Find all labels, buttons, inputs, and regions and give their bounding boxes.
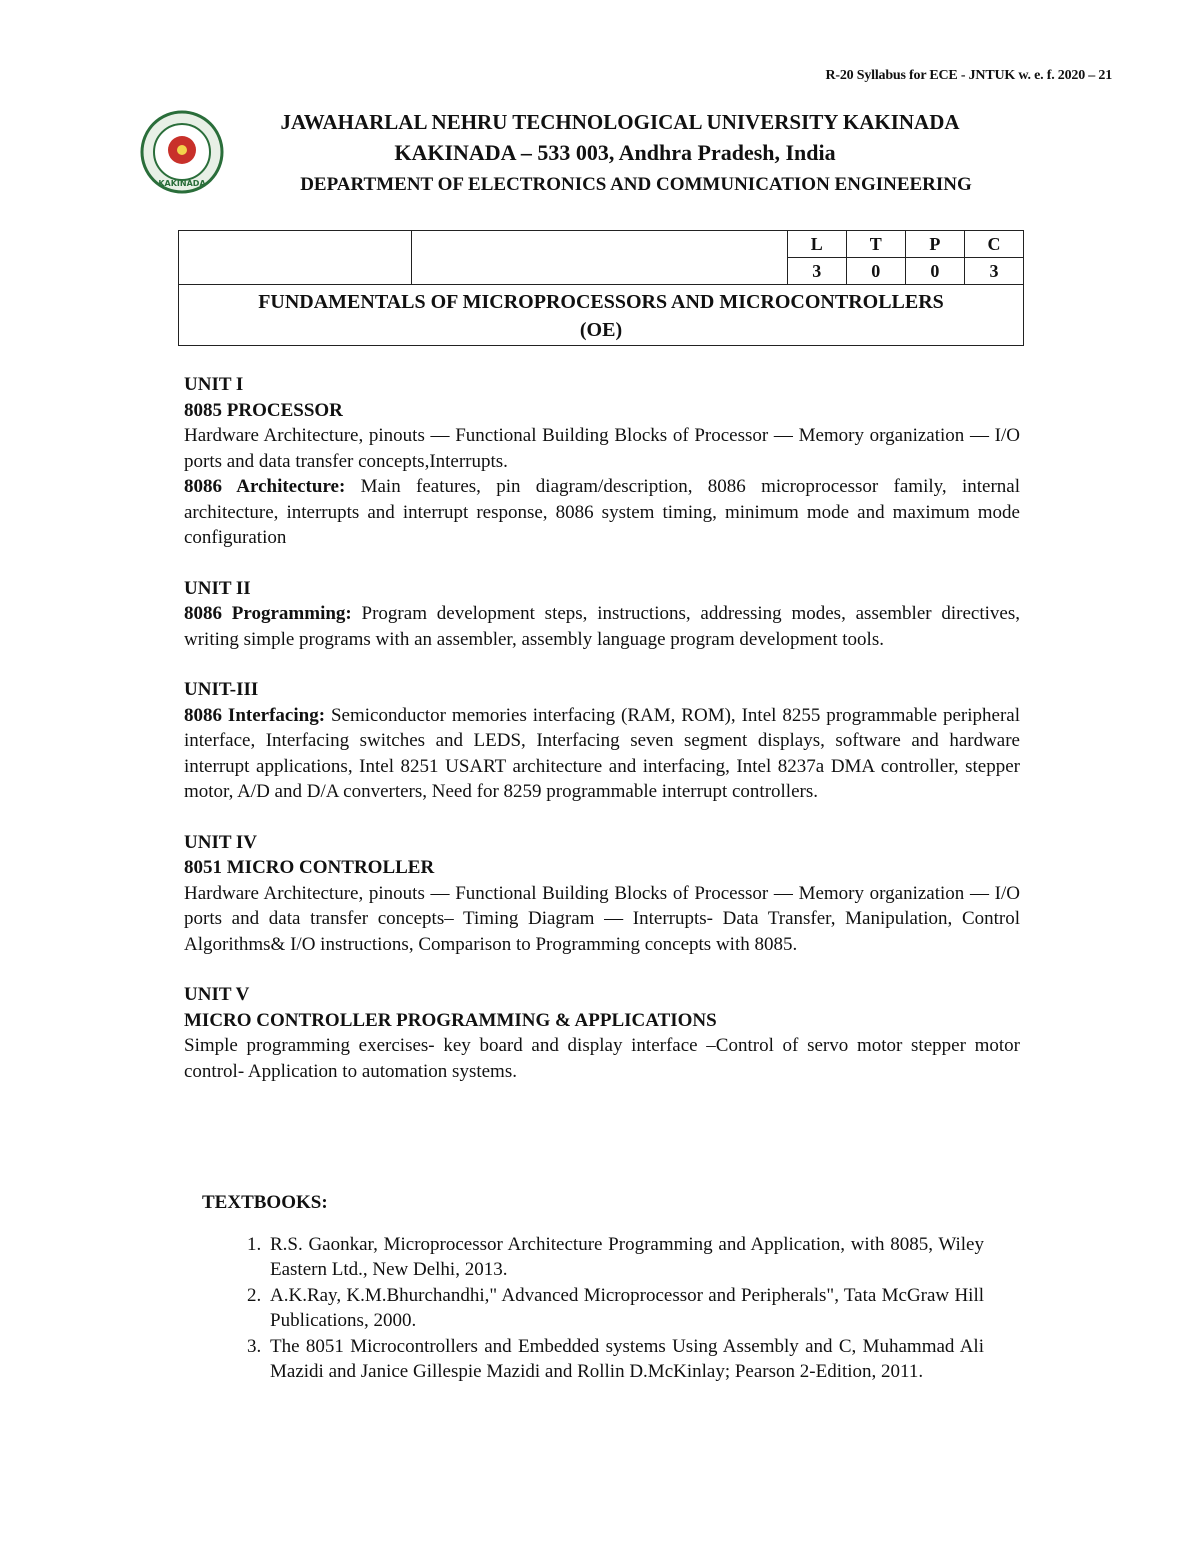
unit-1: [184, 372, 1020, 551]
unit-paragraph: [184, 601, 1020, 652]
ltpc-label-c: C: [964, 231, 1023, 258]
unit-2: [184, 576, 1020, 653]
textbook-item: 3. The 8051 Microcontrollers and Embedded systems Using Assembly and C, Muhammad Ali Mazidi and Janice Gillespie Mazidi and Rollin D.McKinlay; Pearson 2-Edition, 2011.: [266, 1334, 984, 1385]
department-name: DEPARTMENT OF ELECTRONICS AND COMMUNICATION ENGINEERING: [300, 174, 972, 195]
course-title-suffix: (OE): [579, 319, 623, 341]
unit-paragraph-lead: 8086 Architecture:: [184, 476, 346, 497]
ltpc-value-l: 3: [787, 258, 846, 285]
unit-4: [184, 830, 1020, 958]
textbooks-heading: TEXTBOOKS:: [202, 1192, 328, 1213]
unit-paragraph-text: Hardware Architecture, pinouts — Functional Building Blocks of Processor — Memory organization — I/O ports and data transfer concepts– Timing Diagram — Interrupts- Data Transfer, Manipulation, Control Algorithms& I/O instructions, Comparison to Programming concepts with 8085.: [184, 882, 1020, 955]
unit-paragraph: [184, 474, 1020, 551]
unit-heading: UNIT I: [184, 374, 244, 395]
textbook-item: 2. A.K.Ray, K.M.Bhurchandhi," Advanced Microprocessor and Peripherals", Tata McGraw Hill Publications, 2000.: [266, 1283, 984, 1334]
ltpc-label-t: T: [846, 231, 905, 258]
course-category-cell: [412, 231, 787, 285]
ltpc-label-p: P: [905, 231, 964, 258]
unit-3: [184, 677, 1020, 805]
unit-5: [184, 982, 1020, 1084]
unit-heading: UNIT IV: [184, 831, 258, 853]
unit-subheading: 8051 MICRO CONTROLLER: [184, 857, 435, 878]
syllabus-units: [184, 372, 1020, 1109]
unit-heading: UNIT V: [184, 984, 250, 1005]
unit-paragraph: [184, 1033, 1020, 1084]
logo-text: KAKINADA: [158, 179, 206, 188]
unit-paragraph: [184, 423, 1020, 474]
unit-paragraph-text: Main features, pin diagram/description, 8086 microprocessor family, internal architecture, interrupts and interrupt response, 8086 system timing, minimum mode and maximum mode configuration: [184, 476, 1021, 548]
ltpc-value-p: 0: [905, 258, 964, 285]
ltpc-label-l: L: [787, 231, 846, 258]
textbooks-section: [202, 1190, 1002, 1385]
unit-heading: UNIT II: [184, 577, 251, 599]
unit-paragraph-text: Hardware Architecture, pinouts — Functional Building Blocks of Processor — Memory organization — I/O ports and data transfer concepts,Interrupts.: [184, 425, 1020, 472]
course-code-cell: [179, 231, 412, 285]
unit-paragraph-lead: 8086 Programming:: [184, 603, 352, 624]
unit-subheading: 8085 PROCESSOR: [184, 399, 343, 421]
ltpc-value-t: 0: [846, 258, 905, 285]
unit-paragraph-text: Semiconductor memories interfacing (RAM, ROM), Intel 8255 programmable peripheral interface, Interfacing switches and LEDS, Interfacing seven segment displays, software and hardware interrupt applications, Intel 8251 USART architecture and interfacing, Intel 8237a DMA controller, stepper motor, A/D and D/A converters, Need for 8259 programmable interrupt controllers.: [184, 704, 1021, 802]
unit-paragraph: [184, 703, 1020, 805]
unit-heading: UNIT-III: [184, 679, 259, 700]
course-title-text: FUNDAMENTALS OF MICROPROCESSORS AND MICROCONTROLLERS: [258, 291, 944, 313]
unit-paragraph-text: Program development steps, instructions, addressing modes, assembler directives, writing simple programs with an assembler, assembly language program development tools.: [184, 603, 1020, 650]
unit-paragraph-text: Simple programming exercises- key board and display interface –Control of servo motor stepper motor control- Application to automation systems.: [184, 1035, 1020, 1082]
textbooks-list: [202, 1232, 984, 1385]
unit-paragraph-lead: 8086 Interfacing:: [184, 704, 326, 726]
ltpc-value-c: 3: [964, 258, 1023, 285]
unit-subheading: MICRO CONTROLLER PROGRAMMING & APPLICATIONS: [184, 1009, 717, 1031]
course-table: [178, 230, 1024, 346]
textbook-item: 1. R.S. Gaonkar, Microprocessor Architecture Programming and Application, with 8085, Wiley Eastern Ltd., New Delhi, 2013.: [266, 1232, 984, 1283]
course-title: [179, 285, 1024, 346]
unit-paragraph: [184, 881, 1020, 958]
university-name: JAWAHARLAL NEHRU TECHNOLOGICAL UNIVERSITY KAKINADA: [280, 110, 960, 134]
running-header: R-20 Syllabus for ECE - JNTUK w. e. f. 2020 – 21: [825, 68, 1112, 83]
university-address: KAKINADA – 533 003, Andhra Pradesh, India: [394, 140, 836, 165]
